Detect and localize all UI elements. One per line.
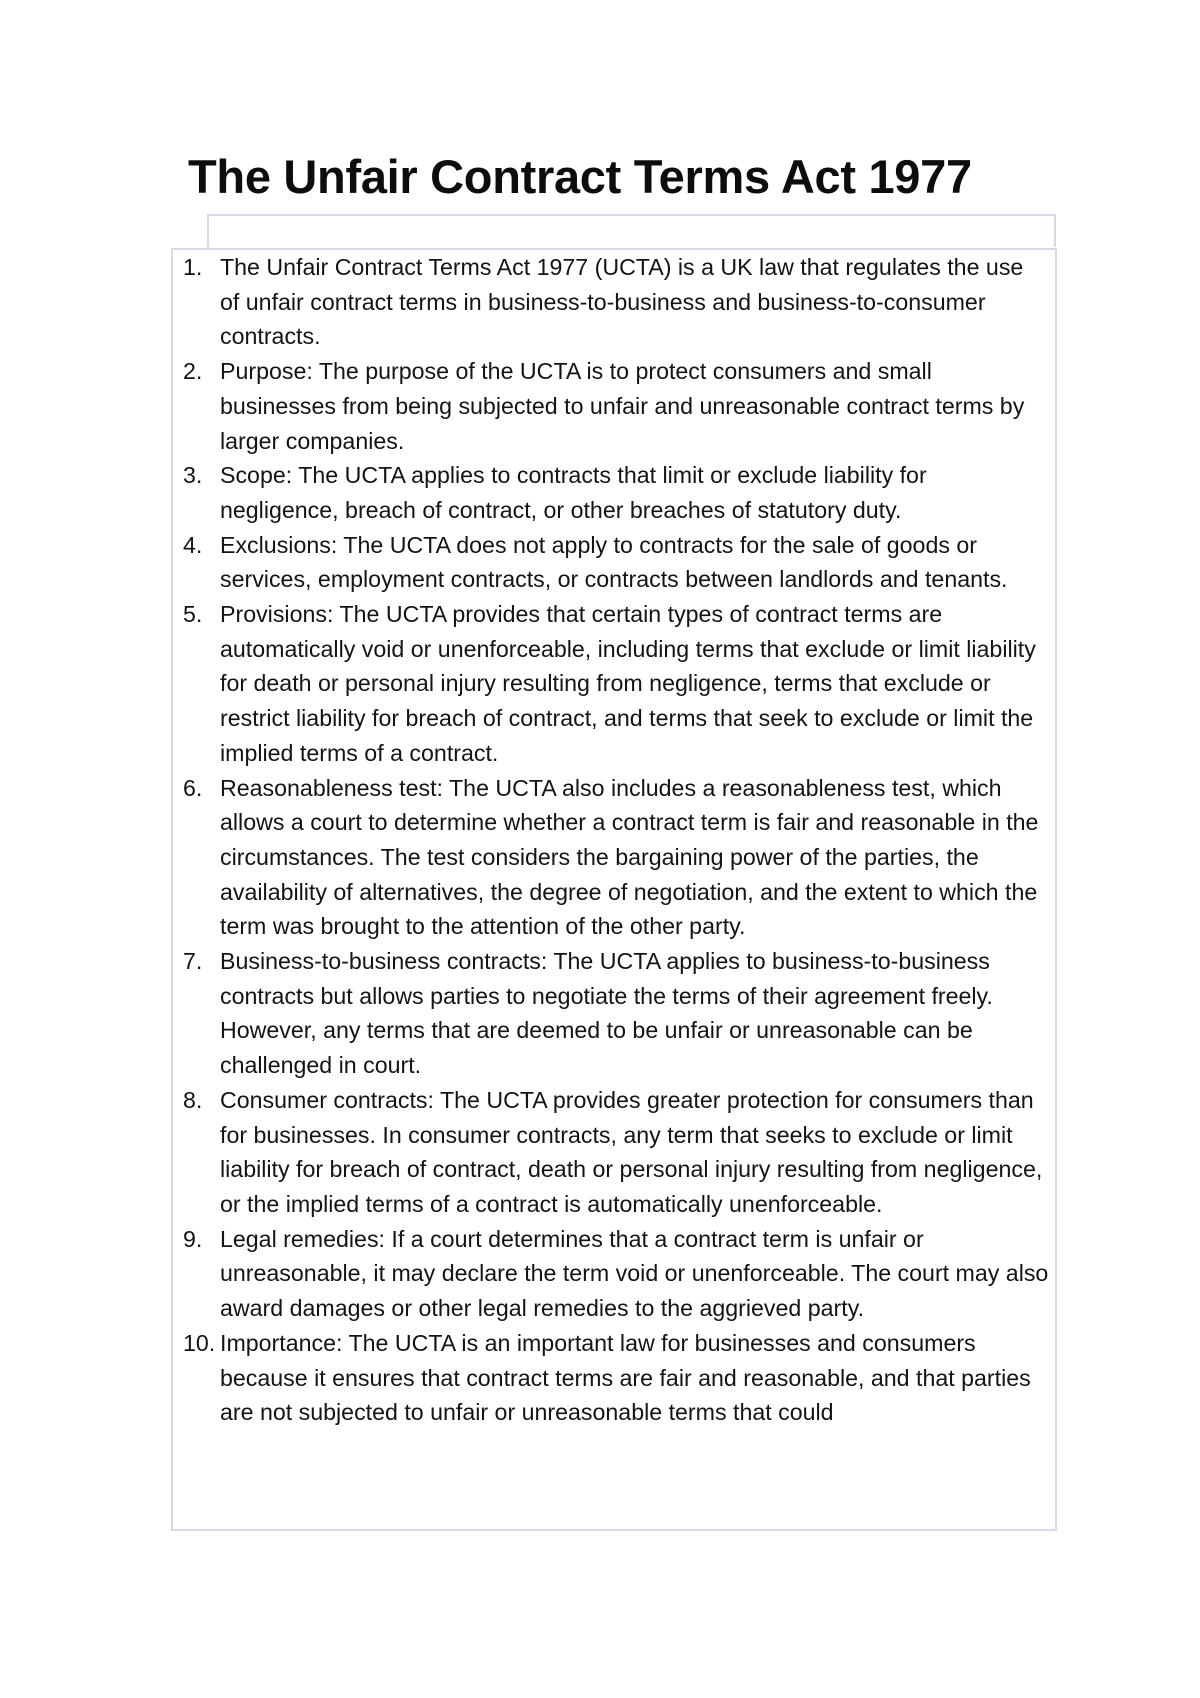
list-item-number: 3. [183,462,203,489]
list-item [173,771,1055,945]
list-item-number: 2. [183,358,203,385]
list-item-number: 1. [183,254,203,280]
list-item-number: 6. [183,774,203,801]
list-item-number: 10. [183,1329,216,1356]
list-item [173,944,1055,1083]
list-item-text: Exclusions: The UCTA does not apply to contracts for the sale of goods or services, employment contracts, or contracts between landlords and tenants. [220,531,1008,593]
list-item [173,250,1055,354]
list-item [173,1222,1055,1326]
list-item-text: Business-to-business contracts: The UCTA applies to business-to-business contracts but allows parties to negotiate the terms of their agreement freely. However, any terms that are deemed to be unfair or unreasonable can be challenged in court. [220,948,993,1079]
empty-text-frame [207,214,1056,247]
list-item [173,1326,1055,1430]
list-item [173,528,1055,597]
content-text-frame [171,248,1057,1531]
list-item-text: Purpose: The purpose of the UCTA is to protect consumers and small businesses from being subjected to unfair and unreasonable contract terms by larger companies. [220,358,1025,454]
list-item [173,458,1055,527]
list-item-text: The Unfair Contract Terms Act 1977 (UCTA) is a UK law that regulates the use of unfair contract terms in business-to-business and business-to-consumer contracts. [220,254,1024,350]
list-item-number: 8. [183,1086,203,1113]
list-item [173,354,1055,458]
list-item-text: Scope: The UCTA applies to contracts that limit or exclude liability for negligence, breach of contract, or other breaches of statutory duty. [220,462,927,523]
list-item-number: 4. [183,531,203,558]
list-item-text: Importance: The UCTA is an important law for businesses and consumers because it ensures that contract terms are fair and reasonable, and that parties are not subjected to unfair or unreasonable terms that could [220,1329,1031,1426]
document-title: The Unfair Contract Terms Act 1977 [188,150,972,203]
list-item-number: 7. [183,948,203,975]
list-item-text: Provisions: The UCTA provides that certain types of contract terms are automatically void or unenforceable, including terms that exclude or limit liability for death or personal injury resulting from negligence, terms that exclude or restrict liability for breach of contract, and terms that seek to exclude or limit the implied terms of a contract. [220,601,1036,766]
list-item [173,1083,1055,1222]
list-item-text: Reasonableness test: The UCTA also includes a reasonableness test, which allows a court to determine whether a contract term is fair and reasonable in the circumstances. The test considers the bargaining power of the parties, the availability of alternatives, the degree of negotiation, and the extent to which the term was brought to the attention of the other party. [220,774,1039,940]
list-item-text: Consumer contracts: The UCTA provides greater protection for consumers than for businesses. In consumer contracts, any term that seeks to exclude or limit liability for breach of contract, death or personal injury resulting from negligence, or the implied terms of a contract is automatically unenforceable. [220,1086,1043,1217]
list-item-number: 9. [183,1225,203,1252]
list-item-text: Legal remedies: If a court determines that a contract term is unfair or unreasonable, it may declare the term void or unenforceable. The court may also award damages or other legal remedies to the aggrieved party. [220,1225,1049,1322]
list-item-number: 5. [183,601,203,628]
numbered-list [173,250,1055,1430]
list-item [173,597,1055,771]
